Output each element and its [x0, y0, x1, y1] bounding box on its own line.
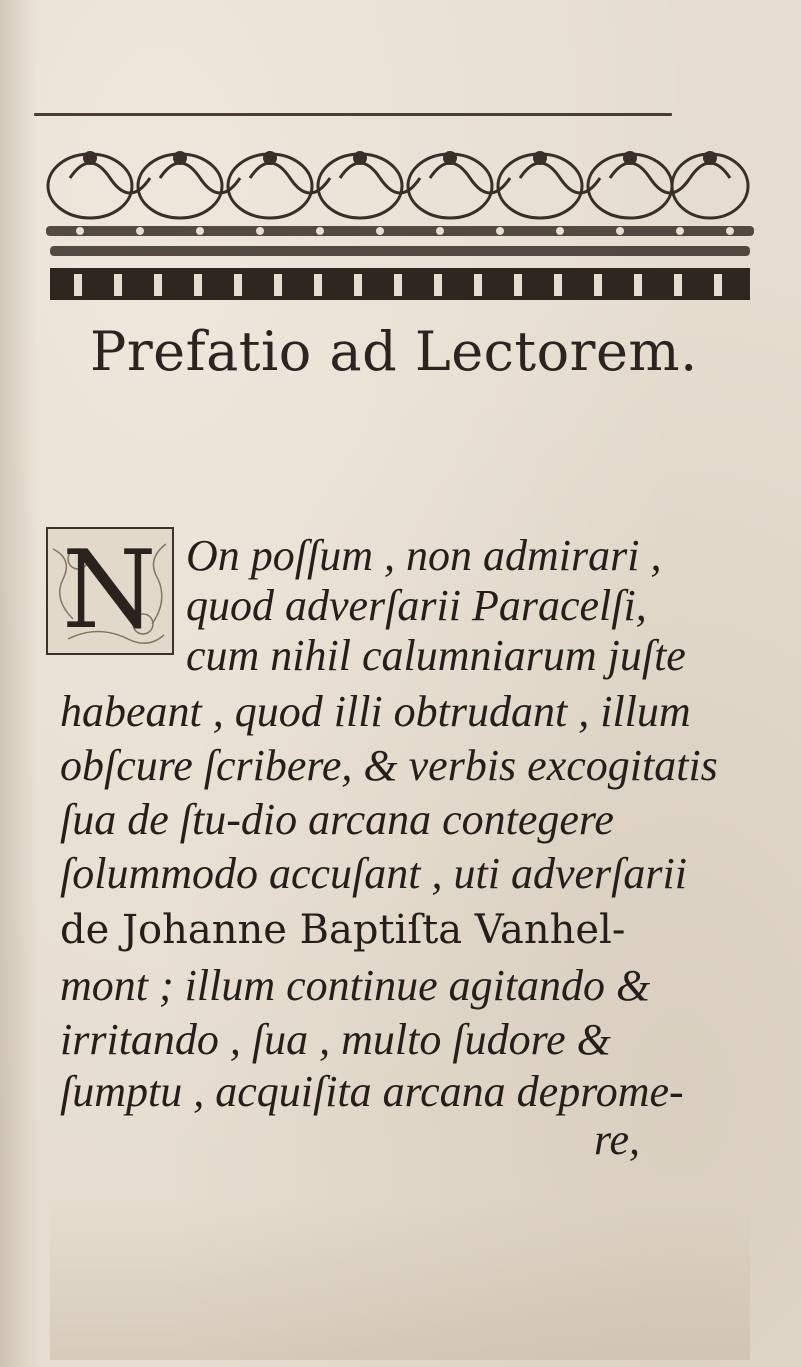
text-line-1: On poſſum , non admirari , — [186, 531, 662, 580]
text-line-2: quod adverſarii Paracelſi, — [186, 581, 647, 630]
text-line-7: ſolummodo accuſant , uti adverſarii — [60, 849, 687, 898]
text-line-8: de Johanne Baptiſta Vanhel- — [60, 907, 626, 953]
text-line-4: habeant , quod illi obtrudant , illum — [60, 687, 691, 736]
text-line-9: mont ; illum continue agitando & — [60, 961, 651, 1010]
headpiece-ornament — [30, 118, 770, 308]
page-heading: Prefatio ad Lectorem. — [90, 320, 698, 383]
text-line-10: irritando , ſua , multo ſudore & — [60, 1015, 611, 1064]
catchword: re, — [594, 1115, 641, 1164]
initial-letter: N — [62, 528, 157, 653]
decorated-initial — [46, 527, 174, 655]
text-line-6: ſua de ſtu-dio arcana contegere — [60, 795, 614, 844]
paper-bleed-through — [50, 1200, 750, 1360]
text-line-5: obſcure ſcribere, & verbis excogitatis — [60, 741, 718, 790]
text-line-3: cum nihil calumniarum juſte — [186, 631, 686, 680]
text-line-11: ſumptu , acquiſita arcana deprome- — [60, 1067, 684, 1116]
top-rule — [34, 113, 672, 116]
